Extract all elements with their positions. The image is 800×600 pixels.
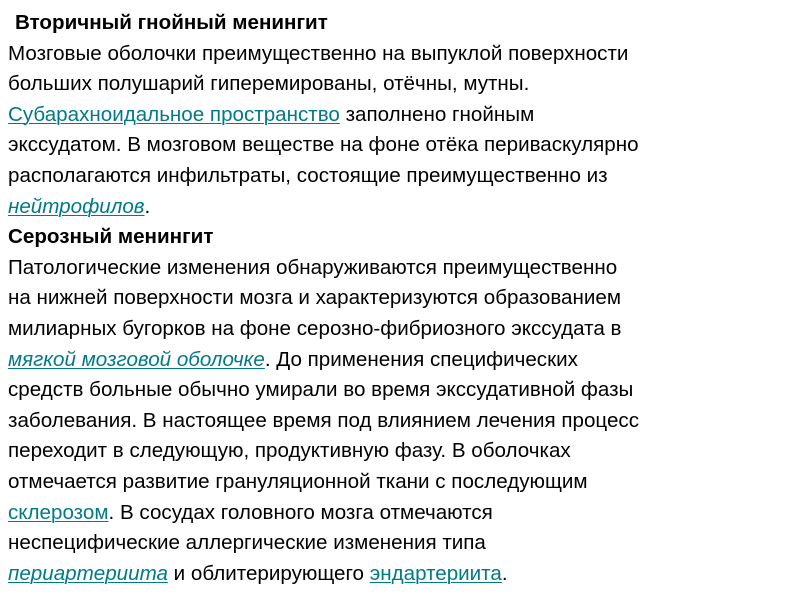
paragraph-line	[8, 498, 798, 529]
text-run: неспецифические аллергические изменения типа	[8, 531, 486, 555]
section-heading: Серозный менингит	[8, 225, 214, 249]
text-run: и облитерирующего	[167, 561, 370, 585]
paragraph-line	[8, 253, 798, 284]
text-run: переходит в следующую, продуктивную фазу. В оболочках	[8, 439, 571, 463]
text-run: отмечается развитие грануляционной ткани с последующим	[8, 469, 588, 493]
link-sclerosis[interactable]: склерозом	[8, 500, 109, 524]
paragraph-line	[8, 100, 798, 131]
text-run: средств больные обычно умирали во время экссудативной фазы	[8, 378, 634, 402]
text-run: заболевания. В настоящее время под влиянием лечения процесс	[8, 408, 640, 432]
text-run: больших полушарий гиперемированы, отёчны, мутны.	[8, 72, 530, 96]
text-run: .	[501, 561, 508, 585]
paragraph-line	[8, 375, 798, 406]
section-serous-meningitis	[8, 222, 798, 589]
paragraph-line	[8, 436, 798, 467]
paragraph-line	[8, 314, 798, 345]
text-run: экссудатом. В мозговом веществе на фоне отёка периваскулярно	[8, 133, 639, 157]
paragraph-line	[8, 161, 798, 192]
paragraph-line	[8, 345, 798, 376]
paragraph-line	[8, 69, 798, 100]
paragraph-line	[8, 467, 798, 498]
link-periarteritis[interactable]: периартериита	[8, 561, 168, 585]
paragraph-line	[8, 559, 798, 590]
text-run: Мозговые оболочки преимущественно на выпуклой поверхности	[8, 41, 629, 65]
paragraph-line	[8, 130, 798, 161]
paragraph-line	[8, 192, 798, 223]
section-purulent-meningitis	[8, 8, 798, 222]
text-run: милиарных бугорков на фоне серозно-фибриозного экссудата в	[8, 316, 622, 340]
text-run: . В сосудах головного мозга отмечаются	[108, 500, 493, 524]
paragraph-line	[8, 39, 798, 70]
link-subarachnoid-space[interactable]: Субарахноидальное пространство	[8, 102, 340, 126]
paragraph-line	[8, 528, 798, 559]
text-run: Патологические изменения обнаруживаются преимущественно	[8, 255, 618, 279]
text-run: на нижней поверхности мозга и характеризуются образованием	[8, 286, 621, 310]
paragraph-line	[8, 283, 798, 314]
text-run: . До применения специфических	[264, 347, 578, 371]
paragraph-line	[8, 406, 798, 437]
link-neutrophils[interactable]: нейтрофилов	[8, 194, 145, 218]
text-run: заполнено гнойным	[339, 102, 535, 126]
text-run: .	[144, 194, 151, 218]
document-page	[8, 8, 798, 589]
link-pia-mater[interactable]: мягкой мозговой оболочке	[8, 347, 265, 371]
link-endarteritis[interactable]: эндартериита	[369, 561, 502, 585]
section-heading: Вторичный гнойный менингит	[15, 11, 328, 34]
text-run: располагаются инфильтраты, состоящие преимущественно из	[8, 163, 608, 187]
